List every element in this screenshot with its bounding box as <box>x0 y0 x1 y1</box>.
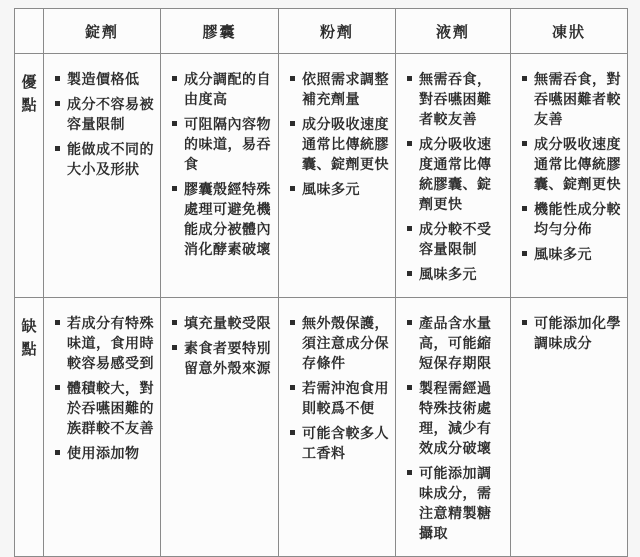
comparison-table <box>14 8 628 557</box>
bullet-square-icon <box>172 320 177 325</box>
cell-disadvantages-capsule <box>161 298 279 557</box>
bullet-square-icon <box>290 385 295 390</box>
bullet-text: 成分調配的自由度高 <box>184 71 271 107</box>
bullet-list <box>53 69 155 179</box>
bullet-list <box>405 313 505 543</box>
cell-advantages-powder <box>279 54 396 298</box>
bullet-list <box>170 313 273 378</box>
bullet-list <box>170 69 273 259</box>
bullet-item <box>288 114 390 174</box>
column-header-capsule: 膠囊 <box>161 9 279 54</box>
row-header-advantages: 優點 <box>15 54 44 298</box>
bullet-square-icon <box>290 430 295 435</box>
column-header-jelly: 凍狀 <box>511 9 628 54</box>
bullet-text: 成分較不受容量限制 <box>419 221 492 257</box>
bullet-item <box>405 264 505 284</box>
bullet-square-icon <box>55 146 60 151</box>
bullet-item <box>288 179 390 199</box>
cell-disadvantages-tablet <box>44 298 161 557</box>
bullet-text: 製程需經過特殊技術處理，減少有效成分破壞 <box>419 380 492 456</box>
column-header-powder: 粉劑 <box>279 9 396 54</box>
bullet-item <box>405 463 505 543</box>
bullet-square-icon <box>172 345 177 350</box>
header-row <box>15 9 628 54</box>
advantages-row <box>15 54 628 298</box>
bullet-item <box>405 378 505 458</box>
bullet-text: 無需吞食，對吞嚥困難者較友善 <box>419 71 492 127</box>
bullet-square-icon <box>407 226 412 231</box>
column-header-tablet: 錠劑 <box>44 9 161 54</box>
bullet-square-icon <box>522 76 527 81</box>
bullet-square-icon <box>290 121 295 126</box>
disadvantages-row <box>15 298 628 557</box>
bullet-text: 成分不容易被容量限制 <box>67 96 154 132</box>
bullet-square-icon <box>522 320 527 325</box>
bullet-text: 成分吸收速度通常比傳統膠囊、錠劑更快 <box>419 136 492 212</box>
bullet-item <box>288 69 390 109</box>
bullet-square-icon <box>55 450 60 455</box>
bullet-item <box>405 69 505 129</box>
bullet-item <box>520 69 622 129</box>
row-header-disadvantages: 缺點 <box>15 298 44 557</box>
bullet-text: 能做成不同的大小及形狀 <box>67 141 154 177</box>
bullet-square-icon <box>55 76 60 81</box>
bullet-item <box>170 338 273 378</box>
bullet-text: 風味多元 <box>534 246 592 262</box>
bullet-text: 可能添加化學調味成分 <box>534 315 621 351</box>
bullet-item <box>288 313 390 373</box>
bullet-item <box>53 443 155 463</box>
bullet-text: 風味多元 <box>302 181 360 197</box>
bullet-list <box>53 313 155 463</box>
bullet-text: 體積較大，對於吞嚥困難的族群較不友善 <box>67 380 154 436</box>
bullet-square-icon <box>172 76 177 81</box>
bullet-text: 產品含水量高，可能縮短保存期限 <box>419 315 492 371</box>
bullet-item <box>170 313 273 333</box>
bullet-square-icon <box>55 385 60 390</box>
bullet-item <box>53 139 155 179</box>
bullet-text: 膠囊殼經特殊處理可避免機能成分被體內消化酵素破壞 <box>184 181 271 257</box>
bullet-square-icon <box>55 101 60 106</box>
bullet-square-icon <box>407 385 412 390</box>
bullet-square-icon <box>522 141 527 146</box>
bullet-list <box>520 313 622 353</box>
bullet-list <box>288 69 390 199</box>
bullet-text: 填充量較受限 <box>184 315 271 331</box>
bullet-square-icon <box>290 186 295 191</box>
bullet-item <box>288 423 390 463</box>
bullet-square-icon <box>407 76 412 81</box>
bullet-item <box>170 69 273 109</box>
bullet-item <box>53 378 155 438</box>
cell-disadvantages-jelly <box>511 298 628 557</box>
cell-advantages-capsule <box>161 54 279 298</box>
bullet-square-icon <box>407 320 412 325</box>
bullet-item <box>53 94 155 134</box>
bullet-text: 可能含較多人工香料 <box>302 425 389 461</box>
bullet-text: 若成分有特殊味道，食用時較容易感受到 <box>67 315 154 371</box>
bullet-text: 若需沖泡食用則較爲不便 <box>302 380 389 416</box>
bullet-item <box>405 134 505 214</box>
bullet-text: 成分吸收速度通常比傳統膠囊、錠劑更快 <box>302 116 389 172</box>
bullet-list <box>520 69 622 264</box>
bullet-text: 依照需求調整補充劑量 <box>302 71 389 107</box>
bullet-item <box>288 378 390 418</box>
bullet-text: 機能性成分較均勻分佈 <box>534 201 621 237</box>
bullet-text: 素食者要特別留意外殼來源 <box>184 340 271 376</box>
bullet-item <box>520 134 622 194</box>
bullet-item <box>53 313 155 373</box>
bullet-item <box>170 114 273 174</box>
cell-disadvantages-liquid <box>396 298 511 557</box>
column-header-liquid: 液劑 <box>396 9 511 54</box>
bullet-item <box>405 219 505 259</box>
bullet-text: 成分吸收速度通常比傳統膠囊、錠劑更快 <box>534 136 621 192</box>
bullet-square-icon <box>407 271 412 276</box>
bullet-text: 使用添加物 <box>67 445 140 461</box>
bullet-text: 製造價格低 <box>67 71 140 87</box>
bullet-square-icon <box>172 186 177 191</box>
bullet-text: 風味多元 <box>419 266 477 282</box>
bullet-square-icon <box>407 141 412 146</box>
bullet-text: 可能添加調味成分，需注意精製糖攝取 <box>419 465 492 541</box>
bullet-square-icon <box>290 76 295 81</box>
bullet-item <box>405 313 505 373</box>
bullet-item <box>520 244 622 264</box>
bullet-text: 可阻隔內容物的味道，易吞食 <box>184 116 271 172</box>
corner-cell <box>15 9 44 54</box>
bullet-text: 無需吞食，對吞嚥困難者較友善 <box>534 71 621 127</box>
bullet-square-icon <box>172 121 177 126</box>
cell-advantages-liquid <box>396 54 511 298</box>
cell-advantages-jelly <box>511 54 628 298</box>
bullet-square-icon <box>55 320 60 325</box>
bullet-list <box>405 69 505 284</box>
bullet-item <box>170 179 273 259</box>
bullet-item <box>520 199 622 239</box>
bullet-item <box>520 313 622 353</box>
bullet-square-icon <box>522 206 527 211</box>
cell-disadvantages-powder <box>279 298 396 557</box>
bullet-item <box>53 69 155 89</box>
bullet-text: 無外殼保護，須注意成分保存條件 <box>302 315 389 371</box>
bullet-square-icon <box>407 470 412 475</box>
bullet-square-icon <box>522 251 527 256</box>
cell-advantages-tablet <box>44 54 161 298</box>
bullet-square-icon <box>290 320 295 325</box>
bullet-list <box>288 313 390 463</box>
